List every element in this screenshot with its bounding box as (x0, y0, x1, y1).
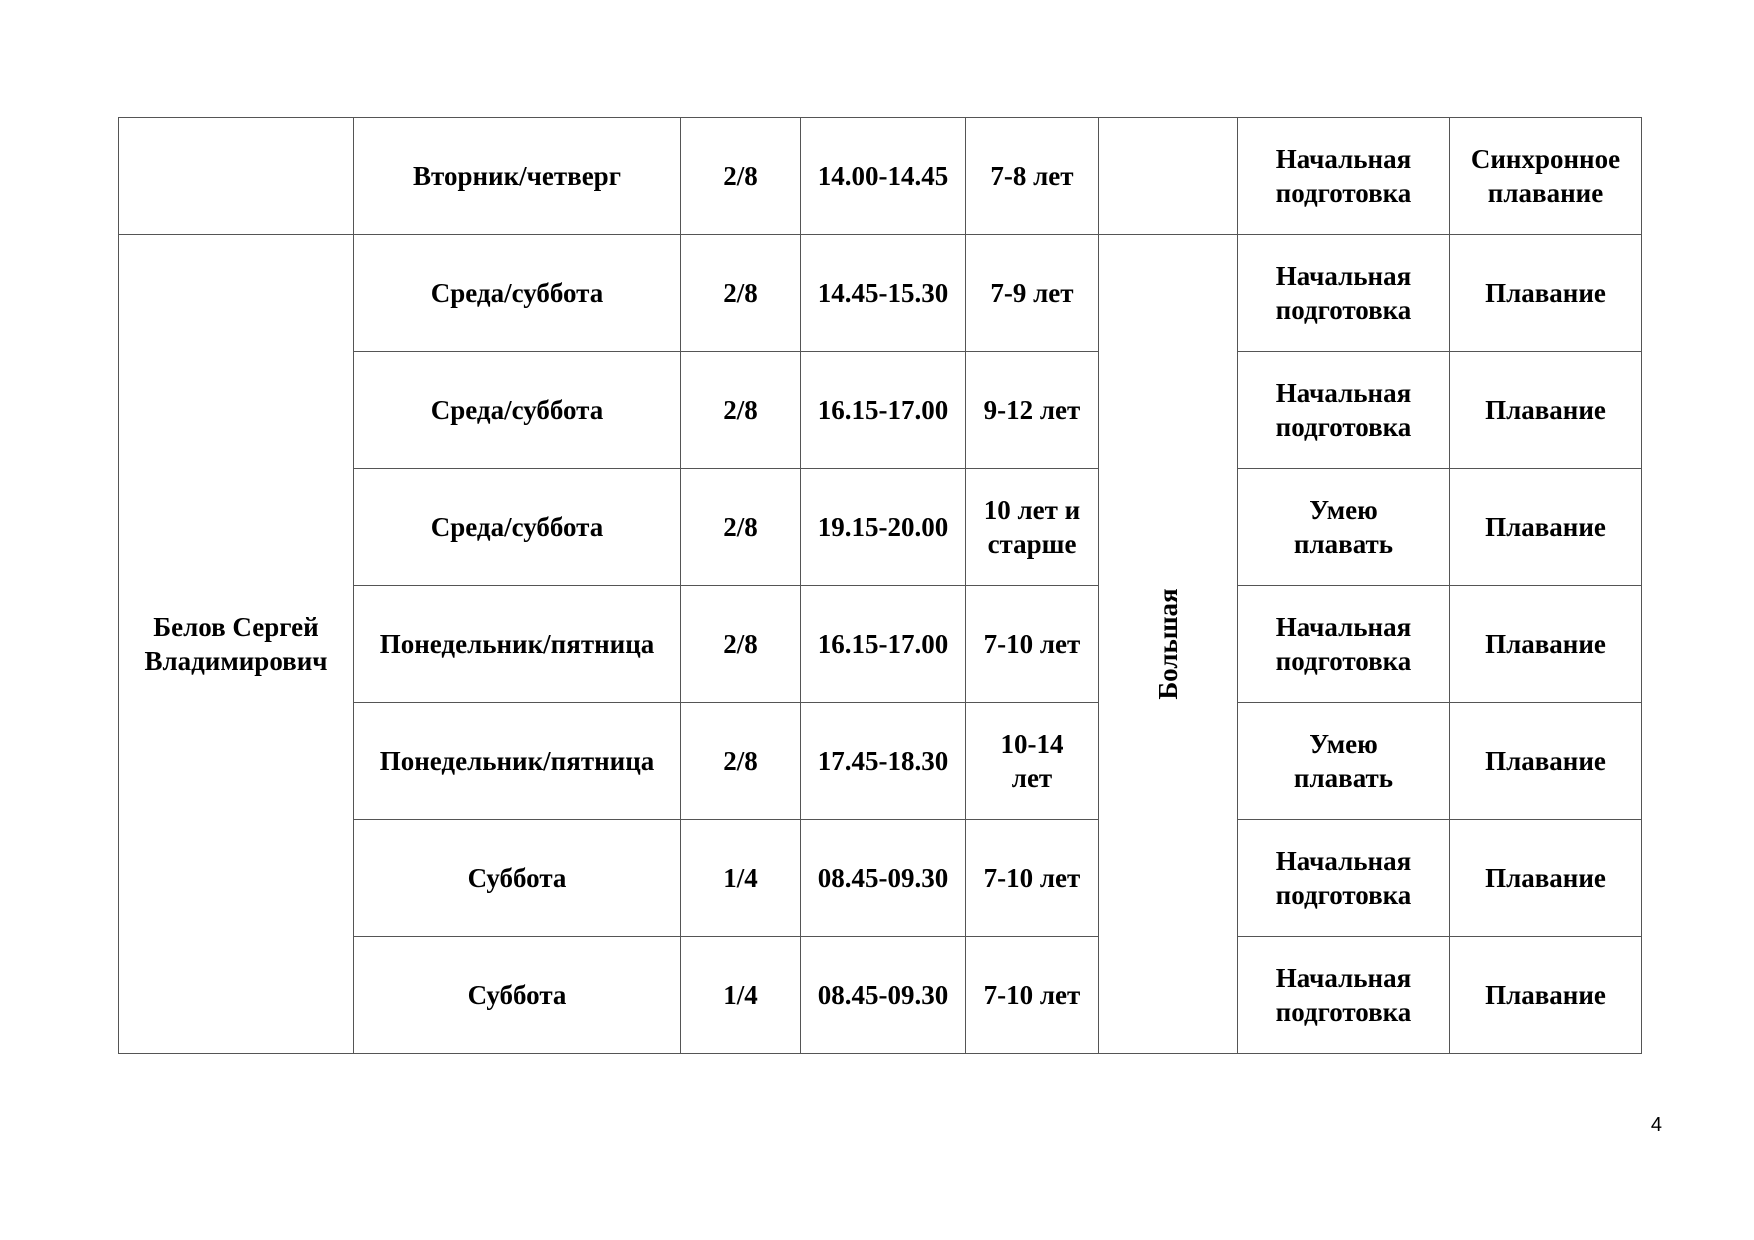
age-cell: 7-10 лет (966, 586, 1099, 703)
level-cell: Начальная подготовка (1238, 118, 1450, 235)
age-cell: 10-14 лет (966, 703, 1099, 820)
frequency-cell: 2/8 (681, 118, 801, 235)
trainer-name-cell: Белов Сергей Владимирович (119, 235, 354, 1054)
days-cell: Среда/суббота (354, 352, 681, 469)
age-cell: 7-9 лет (966, 235, 1099, 352)
days-cell: Суббота (354, 937, 681, 1054)
days-cell: Понедельник/пятница (354, 586, 681, 703)
time-cell: 19.15-20.00 (801, 469, 966, 586)
age-cell: 10 лет и старше (966, 469, 1099, 586)
discipline-cell: Синхронное плавание (1450, 118, 1642, 235)
level-cell: Начальная подготовка (1238, 235, 1450, 352)
schedule-table (118, 117, 1642, 1054)
frequency-cell: 1/4 (681, 937, 801, 1054)
age-cell: 7-10 лет (966, 820, 1099, 937)
frequency-cell: 2/8 (681, 352, 801, 469)
discipline-cell: Плавание (1450, 937, 1642, 1054)
level-cell: Начальная подготовка (1238, 586, 1450, 703)
days-cell: Среда/суббота (354, 235, 681, 352)
level-cell: Начальная подготовка (1238, 352, 1450, 469)
level-cell: Умею плавать (1238, 469, 1450, 586)
days-cell: Вторник/четверг (354, 118, 681, 235)
schedule-body (119, 118, 1642, 1054)
age-cell: 7-8 лет (966, 118, 1099, 235)
days-cell: Среда/суббота (354, 469, 681, 586)
discipline-cell: Плавание (1450, 235, 1642, 352)
frequency-cell: 2/8 (681, 235, 801, 352)
level-cell: Умею плавать (1238, 703, 1450, 820)
time-cell: 16.15-17.00 (801, 352, 966, 469)
discipline-cell: Плавание (1450, 703, 1642, 820)
pool-cell (1099, 235, 1238, 1054)
page-number: 4 (1650, 1114, 1662, 1136)
time-cell: 08.45-09.30 (801, 937, 966, 1054)
time-cell: 16.15-17.00 (801, 586, 966, 703)
age-cell: 9-12 лет (966, 352, 1099, 469)
trainer-cell-empty (119, 118, 354, 235)
discipline-cell: Плавание (1450, 352, 1642, 469)
pool-cell-empty (1099, 118, 1238, 235)
discipline-cell: Плавание (1450, 820, 1642, 937)
frequency-cell: 2/8 (681, 703, 801, 820)
level-cell: Начальная подготовка (1238, 937, 1450, 1054)
days-cell: Суббота (354, 820, 681, 937)
age-cell: 7-10 лет (966, 937, 1099, 1054)
table-row (119, 118, 1642, 235)
time-cell: 14.00-14.45 (801, 118, 966, 235)
days-cell: Понедельник/пятница (354, 703, 681, 820)
pool-label: Большая (1153, 588, 1183, 700)
discipline-cell: Плавание (1450, 586, 1642, 703)
level-cell: Начальная подготовка (1238, 820, 1450, 937)
time-cell: 08.45-09.30 (801, 820, 966, 937)
discipline-cell: Плавание (1450, 469, 1642, 586)
frequency-cell: 2/8 (681, 586, 801, 703)
table-row (119, 235, 1642, 352)
time-cell: 17.45-18.30 (801, 703, 966, 820)
frequency-cell: 2/8 (681, 469, 801, 586)
frequency-cell: 1/4 (681, 820, 801, 937)
time-cell: 14.45-15.30 (801, 235, 966, 352)
